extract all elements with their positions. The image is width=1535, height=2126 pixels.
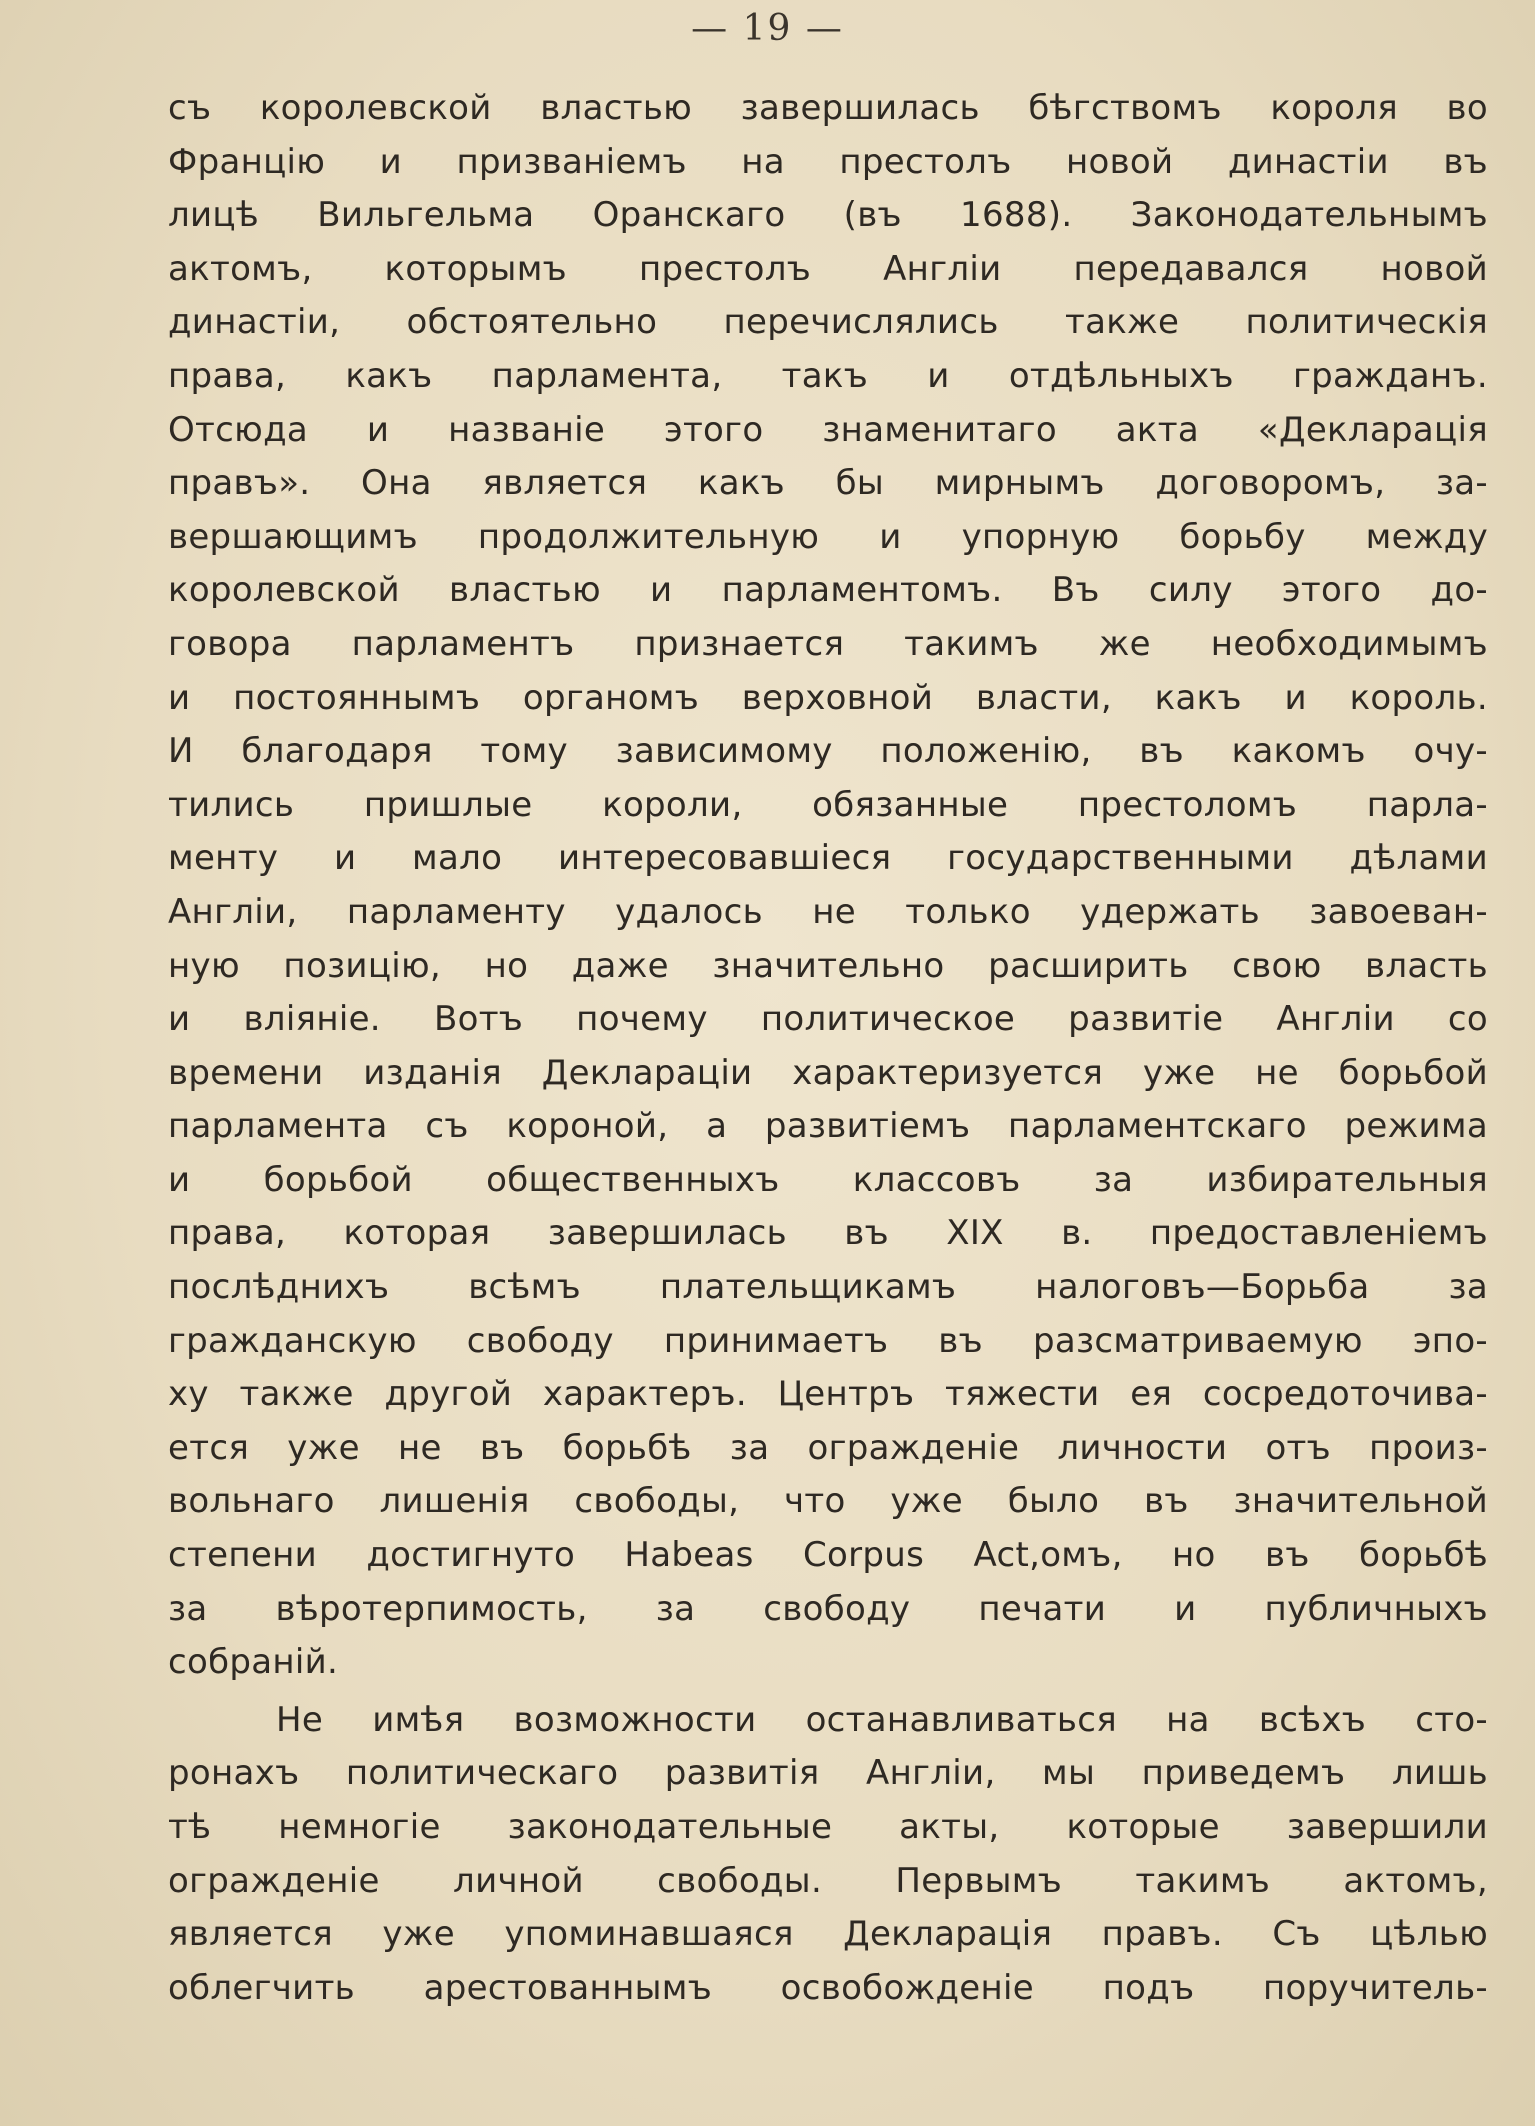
text-line: и постояннымъ органомъ верховной власти, какъ и король. bbox=[168, 677, 1488, 718]
paragraph-1 bbox=[168, 82, 1488, 1690]
text-line: Францію и призваніемъ на престолъ новой династіи въ bbox=[168, 141, 1488, 182]
text-line: лицѣ Вильгельма Оранскаго (въ 1688). Законодательнымъ bbox=[168, 195, 1488, 236]
text-line: и вліяніе. Вотъ почему политическое развитіе Англіи со bbox=[168, 999, 1488, 1040]
text-line: послѣднихъ всѣмъ плательщикамъ налоговъ—Борьба за bbox=[168, 1267, 1488, 1308]
text-line: за вѣротерпимость, за свободу печати и публичныхъ bbox=[168, 1588, 1488, 1629]
page-number: — 19 — bbox=[691, 8, 844, 49]
text-line: и борьбой общественныхъ классовъ за избирательныя bbox=[168, 1159, 1488, 1200]
body-text bbox=[168, 82, 1488, 2015]
text-line: И благодаря тому зависимому положенію, въ какомъ очу- bbox=[168, 731, 1488, 772]
text-line: вольнаго лишенія свободы, что уже было въ значительной bbox=[168, 1481, 1488, 1522]
text-line: королевской властью и парламентомъ. Въ силу этого до- bbox=[168, 570, 1488, 611]
text-line: права, которая завершилась въ XIX в. предоставленіемъ bbox=[168, 1213, 1488, 1254]
text-line: менту и мало интересовавшіеся государственными дѣлами bbox=[168, 838, 1488, 879]
text-line: ху также другой характеръ. Центръ тяжести ея сосредоточива- bbox=[168, 1374, 1488, 1415]
text-line: говора парламентъ признается такимъ же необходимымъ bbox=[168, 623, 1488, 664]
text-line: собраній. bbox=[168, 1642, 339, 1683]
text-line: является уже упоминавшаяся Декларація правъ. Съ цѣлью bbox=[168, 1914, 1488, 1955]
text-line: парламента съ короной, а развитіемъ парламентскаго режима bbox=[168, 1106, 1488, 1147]
text-line: актомъ, которымъ престолъ Англіи передавался новой bbox=[168, 248, 1488, 289]
text-line: тѣ немногіе законодательные акты, которые завершили bbox=[168, 1807, 1488, 1847]
text-line: династіи, обстоятельно перечислялись также политическія bbox=[168, 302, 1488, 343]
text-line: ется уже не въ борьбѣ за огражденіе личности отъ произ- bbox=[168, 1427, 1488, 1468]
text-line: ную позицію, но даже значительно расширить свою власть bbox=[168, 945, 1488, 986]
text-line: Не имѣя возможности останавливаться на всѣхъ сто- bbox=[276, 1699, 1488, 1740]
paragraph-2 bbox=[168, 1694, 1488, 2016]
text-line: ронахъ политическаго развитія Англіи, мы приведемъ лишь bbox=[168, 1753, 1488, 1794]
text-line: Англіи, парламенту удалось не только удержать завоеван- bbox=[168, 891, 1488, 932]
text-line: облегчить арестованнымъ освобожденіе подъ поручитель- bbox=[168, 1967, 1488, 2008]
text-line: гражданскую свободу принимаетъ въ разсматриваемую эпо- bbox=[168, 1320, 1488, 1361]
text-line: вершающимъ продолжительную и упорную борьбу между bbox=[168, 516, 1488, 557]
text-line: Отсюда и названіе этого знаменитаго акта «Декларація bbox=[168, 409, 1488, 450]
text-line: степени достигнуто Habeas Corpus Act,омъ, но въ борьбѣ bbox=[168, 1535, 1488, 1576]
text-line: огражденіе личной свободы. Первымъ такимъ актомъ, bbox=[168, 1860, 1488, 1901]
text-line: съ королевской властью завершилась бѣгствомъ короля во bbox=[168, 88, 1488, 128]
text-line: времени изданія Деклараціи характеризуется уже не борьбой bbox=[168, 1052, 1488, 1093]
text-line: права, какъ парламента, такъ и отдѣльныхъ гражданъ. bbox=[168, 355, 1488, 396]
text-line: правъ». Она является какъ бы мирнымъ договоромъ, за- bbox=[168, 463, 1488, 504]
text-line: тились пришлые короли, обязанные престоломъ парла- bbox=[168, 784, 1488, 825]
